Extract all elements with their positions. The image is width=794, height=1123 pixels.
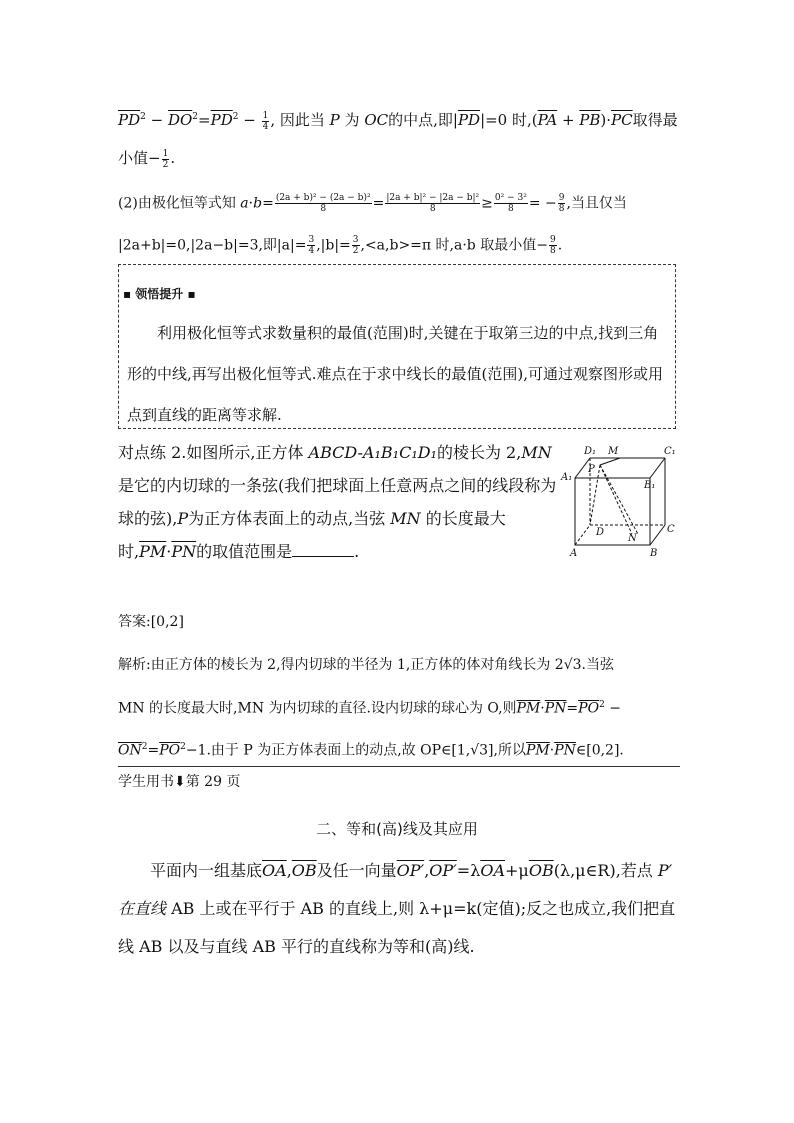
formula-line-2: 小值− $\frac{1}{2}$ . (118, 148, 176, 170)
formula-line-1: $\overline{PD}^2 - \overline{DO}^2=\overline{PD}^2$ − $\frac{1}{4}$ , 因此当 P 为 OC的中点,即$|\overline{PD}|=0$ 时$,(\overline{PA} + \overline{PB})\cdot\overline{PC}$取得最 (118, 110, 678, 132)
section-title: 二、等和(高)线及其应用 (316, 820, 478, 838)
formula-line-3: (2)由极化恒等式知 a·b= $\frac{\text{(2a + b)² − (2a − b)²}}{8}$ = $\frac{\text{|2a + b|² − |2a − b|²}}{8}$ ≥ $\frac{\text{0² − 3²}}{8}$ = − $\frac{9}{8}$ ,当且仅当 (118, 193, 627, 214)
insight-text: 利用极化恒等式求数量积的最值(范围)时,关键在于取第三边的中点,找到三角形的中线,再写出极化恒等式.难点在于求中线长的最值(范围),可通过观察图形或用点到直线的距离等求解. (127, 324, 664, 424)
label-c1: C₁ (664, 446, 676, 457)
label-d1: D₁ (584, 446, 597, 457)
divider (118, 766, 680, 767)
answer-line: 答案:[0,2] (118, 614, 184, 630)
exercise-text: 对点练 2.如图所示,正方体 ABCD-A₁B₁C₁D₁的棱长为 2,MN是它的内切球的一条弦(我们把球面上任意两点之间的线段称为球的弦),P为正方体表面上的动点,当弦 MN 的长度最大时$,\overline{PM}\cdot\overline{PN}$的取值范围是 . (118, 443, 557, 561)
label-p: P (588, 464, 595, 475)
fraction: $\frac{1}{4}$ (262, 110, 269, 132)
section-paragraph: 平面内一组基底$\overline{OA},\overline{OB}$及任一向量$OP',OP'=\lambda\overline{OA}+\mu\overline{OB}(\lambda,\mu\in R)$,若点 P′在直线 AB 上或在平行于 AB 的直线上,则 λ+μ=k(定值);反之也成立,我们把直线 AB 以及与直线 AB 平行的直线称为等和(高)线. (118, 861, 676, 956)
label-a1: A₁ (561, 472, 573, 483)
answer-blank (292, 542, 354, 557)
formula-line-4: |2a+b|=0,|2a−b|=3,即|a|= $\frac{3}{4}$ ,|b|= $\frac{3}{2}$ ,<a,b>=π 时,a·b 取最小值− $\frac{9}{8}$ . (118, 235, 563, 256)
solution-line-3: $\overline{ON}^2=\overline{PO}^2-1$.由于 P 为正方体表面上的动点,故 OP∈[1,√3],所以$\overline{PM}\cdot\overline{PN}\in[0,2]$. (118, 742, 624, 759)
solution-line-2: MN 的长度最大时,MN 为内切球的直径.设内切球的球心为 O,则$\overline{PM}\cdot\overline{PN}=\overline{PO}^2$ − (118, 700, 621, 717)
label-b: B (650, 548, 658, 559)
label-a: A (570, 548, 578, 559)
insight-box (118, 264, 676, 429)
label-d: D (596, 527, 605, 538)
solution-line-1: 解析:由正方体的棱长为 2,得内切球的半径为 1,正方体的体对角线长为 2√3.当弦 (118, 657, 614, 673)
label-n: N (628, 533, 637, 544)
label-b1: B₁ (644, 480, 656, 491)
label-m: M (608, 446, 619, 457)
page-marker: 学生用书⬇第 29 页 (118, 774, 241, 790)
label-c: C (667, 524, 675, 535)
cube-figure (560, 440, 680, 560)
insight-title: ▪ 领悟提升 ▪ (123, 287, 196, 301)
